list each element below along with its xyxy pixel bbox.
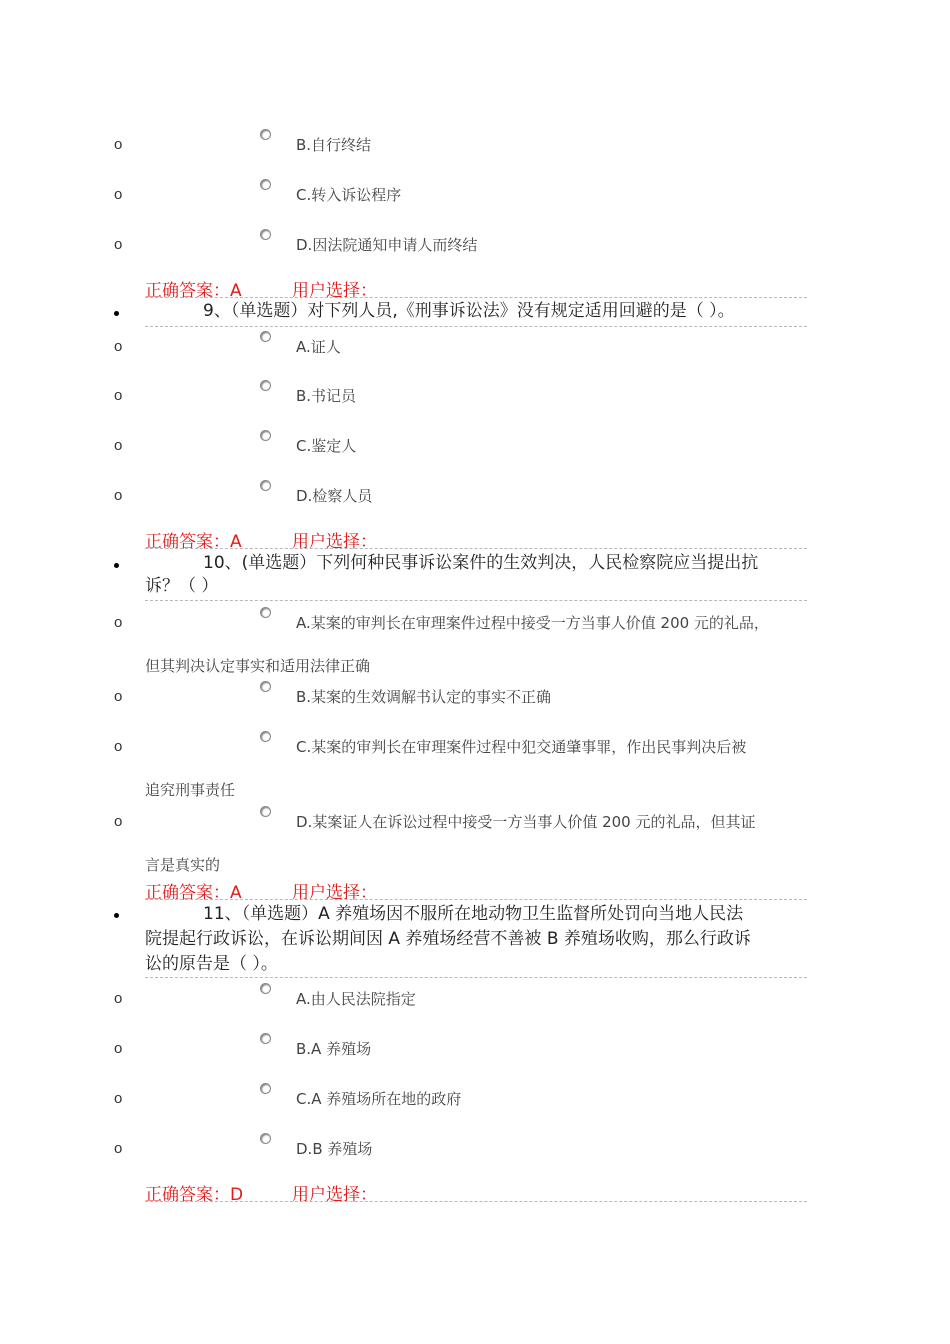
list-marker: o (114, 1090, 123, 1107)
option-label: C.A 养殖场所在地的政府 (296, 1090, 462, 1108)
radio-option-c[interactable] (260, 1083, 271, 1094)
list-marker: o (114, 1140, 123, 1157)
user-choice: 用户选择： (292, 532, 377, 552)
option-label: D.B 养殖场 (296, 1140, 373, 1158)
radio-option-a[interactable] (260, 607, 271, 618)
list-marker: o (114, 387, 123, 404)
list-marker: o (114, 136, 123, 153)
radio-option-d[interactable] (260, 480, 271, 491)
radio-option-a[interactable] (260, 983, 271, 994)
list-marker: o (114, 614, 123, 631)
radio-option-b[interactable] (260, 1033, 271, 1044)
option-label: C.鉴定人 (296, 437, 357, 455)
list-marker: o (114, 990, 123, 1007)
correct-answer: 正确答案：A (145, 532, 242, 552)
option-label: B.某案的生效调解书认定的事实不正确 (296, 688, 552, 706)
option-label: D.某案证人在诉讼过程中接受一方当事人价值 200 元的礼品，但其证 (296, 813, 756, 831)
user-choice: 用户选择： (292, 281, 377, 301)
option-label: B.自行终结 (296, 136, 372, 154)
question-text-line-1: 11、（单选题）A 养殖场因不服所在地动物卫生监督所处罚向当地人民法 (203, 904, 744, 924)
radio-option-d[interactable] (260, 1133, 271, 1144)
list-bullet (114, 913, 119, 918)
divider (145, 600, 807, 601)
list-marker: o (114, 813, 123, 830)
correct-answer: 正确答案：A (145, 883, 242, 903)
divider (145, 326, 807, 327)
radio-option-c[interactable] (260, 430, 271, 441)
option-label: C.转入诉讼程序 (296, 186, 402, 204)
radio-option-c[interactable] (260, 731, 271, 742)
option-label: B.A 养殖场 (296, 1040, 372, 1058)
radio-option-b[interactable] (260, 129, 271, 140)
list-marker: o (114, 437, 123, 454)
option-label: A.某案的审判长在审理案件过程中接受一方当事人价值 200 元的礼品， (296, 614, 769, 632)
divider (145, 1201, 807, 1202)
option-label: B.书记员 (296, 387, 357, 405)
question-text-line-3: 讼的原告是（ ）。 (145, 954, 278, 974)
divider (145, 977, 807, 978)
option-label-continued: 追究刑事责任 (145, 781, 236, 799)
list-marker: o (114, 738, 123, 755)
radio-option-c[interactable] (260, 179, 271, 190)
list-bullet (114, 311, 119, 316)
radio-option-b[interactable] (260, 681, 271, 692)
divider (145, 548, 807, 549)
option-label: D.因法院通知申请人而终结 (296, 236, 478, 254)
question-text: 9、（单选题）对下列人员,《刑事诉讼法》没有规定适用回避的是（ ）。 (203, 301, 735, 321)
option-label: C.某案的审判长在审理案件过程中犯交通肇事罪，作出民事判决后被 (296, 738, 747, 756)
list-marker: o (114, 487, 123, 504)
list-marker: o (114, 688, 123, 705)
question-text-line-2: 院提起行政诉讼，在诉讼期间因 A 养殖场经营不善被 B 养殖场收购，那么行政诉 (145, 929, 751, 949)
list-marker: o (114, 1040, 123, 1057)
list-bullet (114, 563, 119, 568)
user-choice: 用户选择： (292, 883, 377, 903)
list-marker: o (114, 186, 123, 203)
radio-option-a[interactable] (260, 331, 271, 342)
list-marker: o (114, 236, 123, 253)
question-text-line-2: 诉？（ ） (145, 576, 219, 596)
correct-answer: 正确答案：A (145, 281, 242, 301)
option-label: A.由人民法院指定 (296, 990, 416, 1008)
user-choice: 用户选择： (292, 1185, 377, 1205)
correct-answer: 正确答案：D (145, 1185, 244, 1205)
radio-option-d[interactable] (260, 229, 271, 240)
radio-option-d[interactable] (260, 806, 271, 817)
divider (145, 297, 807, 298)
option-label: D.检察人员 (296, 487, 373, 505)
option-label: A.证人 (296, 338, 341, 356)
radio-option-b[interactable] (260, 380, 271, 391)
option-label-continued: 但其判决认定事实和适用法律正确 (145, 657, 371, 675)
divider (145, 899, 807, 900)
question-text-line-1: 10、(单选题）下列何种民事诉讼案件的生效判决，人民检察院应当提出抗 (203, 553, 759, 573)
list-marker: o (114, 338, 123, 355)
option-label-continued: 言是真实的 (145, 856, 221, 874)
